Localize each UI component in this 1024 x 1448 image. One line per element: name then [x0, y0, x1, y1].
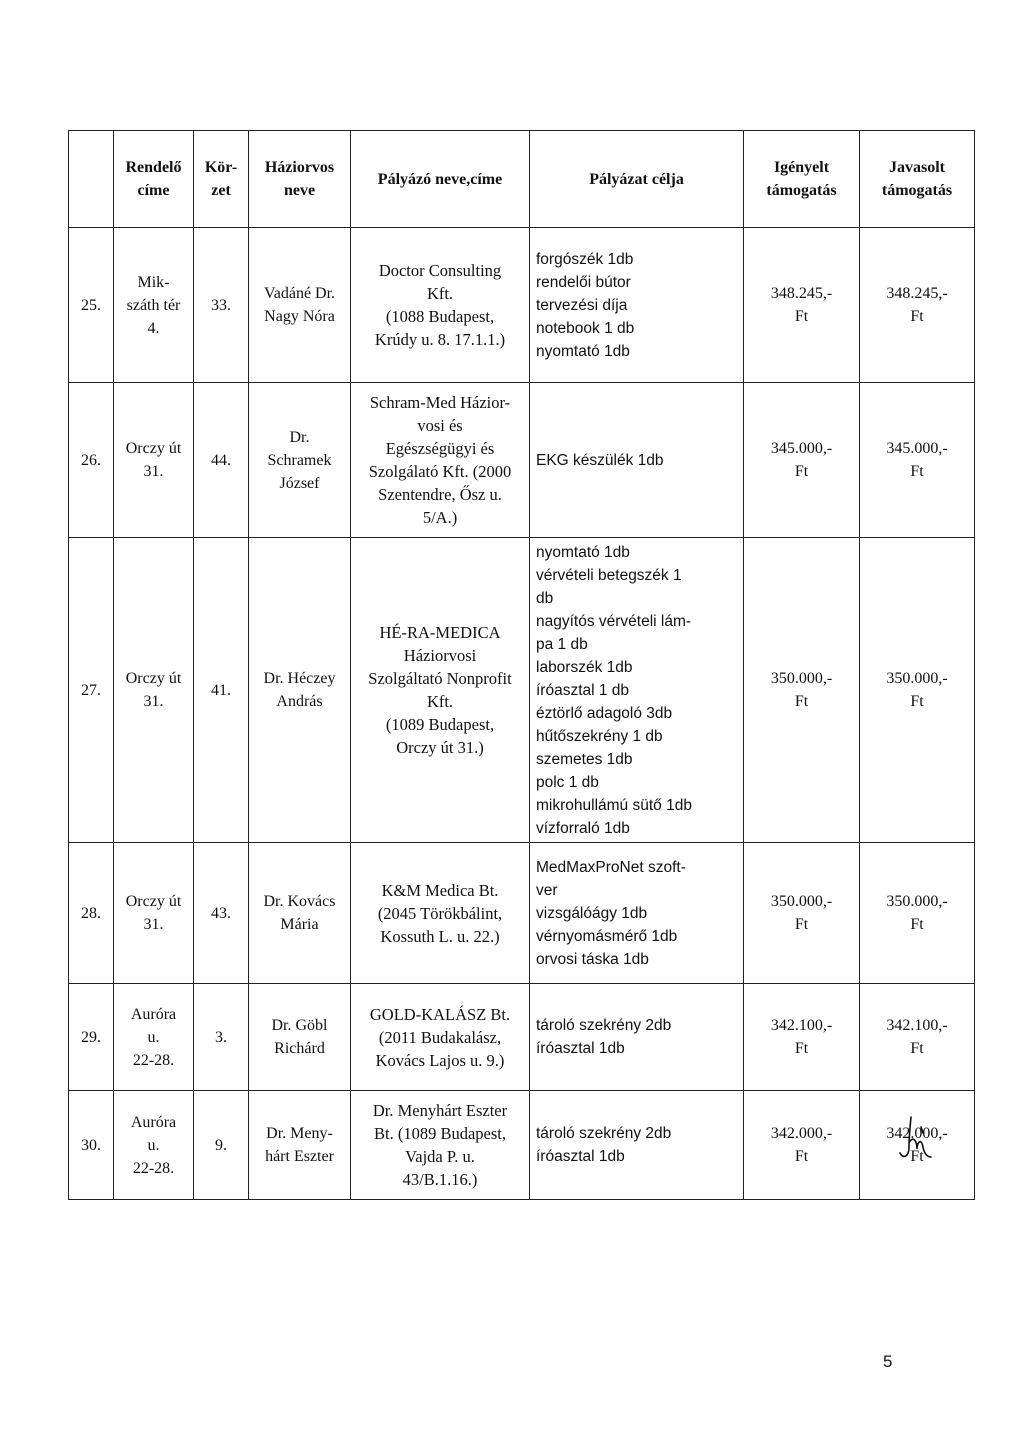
doctor-name: Vadáné Dr. Nagy Nóra — [249, 228, 351, 383]
clinic-address: Mik- száth tér 4. — [114, 228, 194, 383]
district-number: 41. — [194, 538, 249, 843]
requested-amount: 345.000,- Ft — [744, 383, 860, 538]
header-address: Rendelő címe — [114, 131, 194, 228]
table-row — [69, 984, 975, 1091]
header-row — [69, 131, 975, 228]
row-number: 30. — [69, 1091, 114, 1200]
header-goal: Pályázat célja — [530, 131, 744, 228]
row-number: 25. — [69, 228, 114, 383]
proposed-amount: 350.000,- Ft — [860, 538, 975, 843]
grant-goal: nyomtató 1db vérvételi betegszék 1 db nagyítós vérvételi lám- pa 1 db laborszék 1db íróasztal 1 db éztörlő adagoló 3db hűtőszekrény 1 db szemetes 1db polc 1 db mikrohullámú sütő 1db vízforraló 1db — [530, 538, 744, 843]
proposed-amount: 345.000,- Ft — [860, 383, 975, 538]
handwritten-signature — [897, 1113, 937, 1163]
grant-goal: MedMaxProNet szoft- ver vizsgálóágy 1db vérnyomásmérő 1db orvosi táska 1db — [530, 843, 744, 984]
requested-amount: 342.000,- Ft — [744, 1091, 860, 1200]
table-row — [69, 843, 975, 984]
proposed-amount: 342.100,- Ft — [860, 984, 975, 1091]
header-requested: Igényelt támogatás — [744, 131, 860, 228]
grant-goal: tároló szekrény 2db íróasztal 1db — [530, 984, 744, 1091]
clinic-address: Orczy út 31. — [114, 843, 194, 984]
doctor-name: Dr. Meny- hárt Eszter — [249, 1091, 351, 1200]
row-number: 29. — [69, 984, 114, 1091]
applicant-name: HÉ-RA-MEDICA Háziorvosi Szolgáltató Nonprofit Kft. (1089 Budapest, Orczy út 31.) — [351, 538, 530, 843]
applicant-name: Doctor Consulting Kft. (1088 Budapest, Krúdy u. 8. 17.1.1.) — [351, 228, 530, 383]
grant-goal: forgószék 1db rendelői bútor tervezési díja notebook 1 db nyomtató 1db — [530, 228, 744, 383]
header-proposed: Javasolt támogatás — [860, 131, 975, 228]
district-number: 33. — [194, 228, 249, 383]
clinic-address: Auróra u. 22-28. — [114, 1091, 194, 1200]
row-number: 28. — [69, 843, 114, 984]
table-row — [69, 383, 975, 538]
doctor-name: Dr. Göbl Richárd — [249, 984, 351, 1091]
proposed-amount: 342.000,- Ft — [860, 1091, 975, 1200]
district-number: 9. — [194, 1091, 249, 1200]
district-number: 3. — [194, 984, 249, 1091]
clinic-address: Auróra u. 22-28. — [114, 984, 194, 1091]
clinic-address: Orczy út 31. — [114, 538, 194, 843]
row-number: 27. — [69, 538, 114, 843]
doctor-name: Dr. Héczey András — [249, 538, 351, 843]
row-number: 26. — [69, 383, 114, 538]
proposed-amount: 348.245,- Ft — [860, 228, 975, 383]
district-number: 44. — [194, 383, 249, 538]
grant-goal: EKG készülék 1db — [530, 383, 744, 538]
applicant-name: GOLD-KALÁSZ Bt. (2011 Budakalász, Kovács Lajos u. 9.) — [351, 984, 530, 1091]
requested-amount: 350.000,- Ft — [744, 538, 860, 843]
grant-table — [68, 130, 975, 1200]
doctor-name: Dr. Schramek József — [249, 383, 351, 538]
requested-amount: 342.100,- Ft — [744, 984, 860, 1091]
header-doctor: Háziorvos neve — [249, 131, 351, 228]
requested-amount: 350.000,- Ft — [744, 843, 860, 984]
table-row — [69, 228, 975, 383]
page-number: 5 — [883, 1352, 893, 1371]
header-no — [69, 131, 114, 228]
applicant-name: Schram-Med Házior- vosi és Egészségügyi és Szolgálató Kft. (2000 Szentendre, Ősz u. 5/A.) — [351, 383, 530, 538]
header-district: Kör- zet — [194, 131, 249, 228]
proposed-amount: 350.000,- Ft — [860, 843, 975, 984]
grant-goal: tároló szekrény 2db íróasztal 1db — [530, 1091, 744, 1200]
applicant-name: K&M Medica Bt. (2045 Törökbálint, Kossuth L. u. 22.) — [351, 843, 530, 984]
doctor-name: Dr. Kovács Mária — [249, 843, 351, 984]
header-applicant: Pályázó neve,címe — [351, 131, 530, 228]
applicant-name: Dr. Menyhárt Eszter Bt. (1089 Budapest, Vajda P. u. 43/B.1.16.) — [351, 1091, 530, 1200]
table-row — [69, 538, 975, 843]
district-number: 43. — [194, 843, 249, 984]
clinic-address: Orczy út 31. — [114, 383, 194, 538]
table-row — [69, 1091, 975, 1200]
requested-amount: 348.245,- Ft — [744, 228, 860, 383]
